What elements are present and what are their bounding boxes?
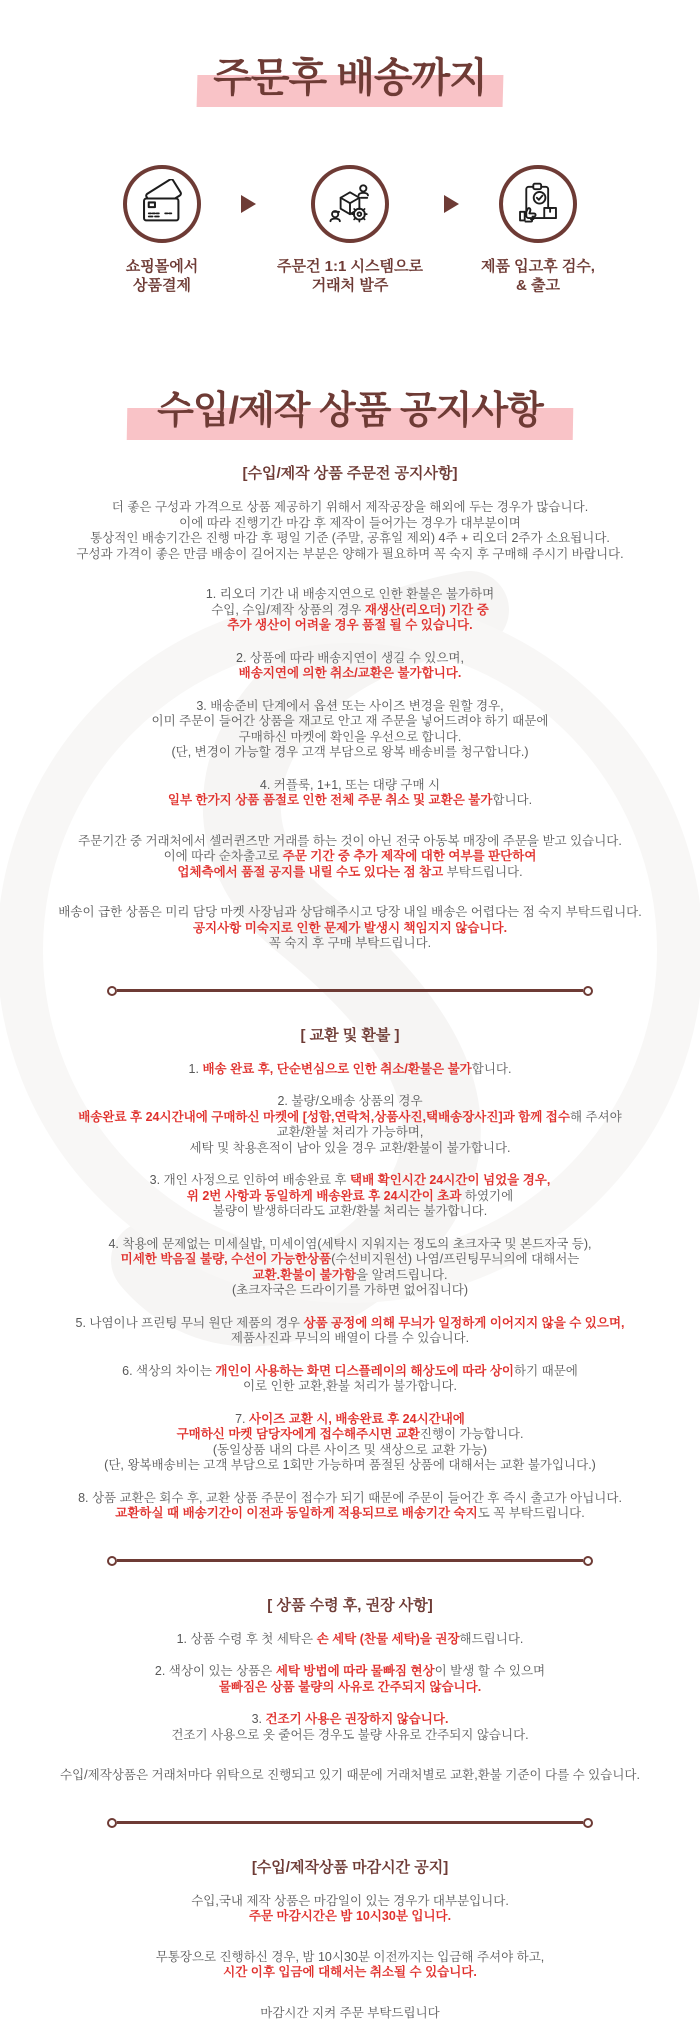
body-text: (동일상품 내의 다른 사이즈 및 색상으로 교환 가능) <box>212 1442 488 1457</box>
process-title-text: 주문후 배송까지 <box>213 46 487 103</box>
step-label-line: 주문건 1:1 시스템으로 <box>277 258 423 275</box>
notice-line <box>30 1443 670 1459</box>
process-step-inspection <box>459 165 617 295</box>
emphasis-text: 업체측에서 품절 공지를 내릴 수도 있다는 점 참고 <box>177 864 447 879</box>
body-text: 이에 따라 진행기간 마감 후 제작이 들어가는 경우가 대부분이며 <box>179 515 521 530</box>
body-text: 이에 따라 순차출고로 <box>163 849 283 863</box>
section-header: [ 상품 수령 후, 권장 사항] <box>267 1596 433 1614</box>
notice-line <box>30 587 670 603</box>
section-header: [수입/제작상품 마감시간 공지] <box>251 1858 449 1876</box>
emphasis-text: 교환하실 때 배송기간이 이전과 동일하게 적용되므로 배송기간 숙지 <box>115 1506 478 1520</box>
body-text: 2. 상품에 따라 배송지연이 생길 수 있으며, <box>236 650 464 665</box>
notice-paragraph <box>30 1173 670 1220</box>
notice-line <box>30 1680 670 1696</box>
notice-line <box>30 865 670 881</box>
notice-paragraph <box>30 1632 670 1648</box>
emphasis-text: 배송 완료 후, 단순변심으로 인한 취소/환불은 불가 <box>202 1061 472 1076</box>
notice-line <box>30 1173 670 1189</box>
step-label-line: 제품 입고후 검수, <box>481 258 595 275</box>
emphasis-text: 사이즈 교환 시, 배송완료 후 24시간내에 <box>249 1411 465 1426</box>
body-text: 을 알려드립니다. <box>356 1267 448 1282</box>
notice-line <box>30 714 670 730</box>
emphasis-text: 구매하신 마켓 담당자에게 접수해주시면 교환 <box>176 1427 420 1441</box>
divider-ring-icon <box>107 986 117 996</box>
notice-line <box>30 1491 670 1507</box>
emphasis-text: 택배 확인시간 24시간이 넘었을 경우, <box>350 1173 551 1187</box>
notice-paragraph <box>30 1062 670 1078</box>
notice-line <box>30 1712 670 1728</box>
notice-title <box>0 295 700 434</box>
emphasis-text: 주문 마감시간은 밤 10시30분 입니다. <box>248 1909 452 1923</box>
section-header: [수입/제작 상품 주문전 공지사항] <box>242 465 458 482</box>
notice-line <box>30 547 670 563</box>
emphasis-text: 추가 생산이 어려울 경우 품절 될 수 있습니다. <box>227 618 473 632</box>
body-text: 배송이 급한 상품은 미리 담당 마켓 사장님과 상담해주시고 당장 내일 배송은 어렵다는 점 숙지 부탁드립니다. <box>58 905 642 919</box>
notice-line <box>30 1268 670 1284</box>
body-text: 세탁 및 착용흔적이 남아 있을 경우 교환/환불이 불가합니다. <box>189 1140 511 1155</box>
notice-line <box>30 2006 670 2022</box>
notice-line <box>30 921 670 937</box>
notice-line <box>30 1728 670 1744</box>
emphasis-text: 위 2번 사항과 동일하게 배송완료 후 24시간이 초과 <box>186 1188 465 1203</box>
divider-ring-icon <box>107 1818 117 1828</box>
body-text: 이미 주문이 들어간 상품을 재고로 안고 재 주문을 넣어드려야 하기 때문에 <box>151 714 549 728</box>
process-step-order-system <box>256 165 444 295</box>
notice-line <box>30 618 670 634</box>
body-text: 5. 나염이나 프린팅 무늬 원단 제품의 경우 <box>75 1315 304 1330</box>
notice-paragraph <box>30 905 670 952</box>
notice-line <box>30 1427 670 1443</box>
body-text: 4. 착용에 문제없는 미세실밥, 미세이염(세탁시 지워지는 정도의 초크자국 및 본드자국 등), <box>108 1236 592 1251</box>
notice-line <box>30 1965 670 1981</box>
notice-line <box>30 905 670 921</box>
divider-ring-icon <box>583 1556 593 1566</box>
body-text: 해 주셔야 <box>569 1109 622 1124</box>
body-text: 합니다. <box>492 793 533 807</box>
notice-line <box>30 531 670 547</box>
step-label-line: 상품결제 <box>133 277 191 294</box>
notice-line <box>30 849 670 865</box>
body-text: 수입/제작상품은 거래처마다 위탁으로 진행되고 있기 때문에 거래처별로 교환,환불 기준이 다를 수 있습니다. <box>60 1768 640 1782</box>
notice-paragraph <box>30 699 670 761</box>
divider-line <box>117 989 583 992</box>
body-text: 꼭 숙지 후 구매 부탁드립니다. <box>268 936 432 950</box>
emphasis-text: 공지사항 미숙지로 인한 문제가 발생시 책임지지 않습니다. <box>192 920 508 935</box>
body-text: 3. 개인 사정으로 인하여 배송완료 후 <box>149 1173 350 1187</box>
emphasis-text: 배송완료 후 24시간내에 구매하신 마켓에 [성함,연락처,상품사진,택배송장사진]과 함께 접수 <box>78 1109 570 1124</box>
notice-line <box>30 1894 670 1910</box>
notice-title-text: 수입/제작 상품 공지사항 <box>157 379 543 434</box>
process-step-label <box>481 257 595 295</box>
process-steps-row <box>0 165 700 295</box>
body-text: 도 꼭 부탁드립니다. <box>477 1506 585 1520</box>
step-label-line: 쇼핑몰에서 <box>125 258 199 275</box>
notice-line <box>30 1950 670 1966</box>
notice-paragraph <box>30 1094 670 1156</box>
body-text: 1. 상품 수령 후 첫 세탁은 <box>176 1631 317 1646</box>
inspection-shipping-icon <box>499 165 577 243</box>
body-text: 주문기간 중 거래처에서 셀러퀸즈만 거래를 하는 것이 아닌 전국 아동복 매장에 주문을 받고 있습니다. <box>78 833 622 848</box>
notice-line <box>30 1632 670 1648</box>
notice-paragraph <box>30 1491 670 1522</box>
body-text: 부탁드립니다. <box>446 864 523 879</box>
process-title <box>0 0 700 103</box>
notice-line <box>30 1412 670 1428</box>
section-divider <box>107 1818 593 1828</box>
body-text: (초크자국은 드라이기를 가하면 없어집니다) <box>231 1283 469 1297</box>
divider-ring-icon <box>583 1818 593 1828</box>
notice-line <box>30 1379 670 1395</box>
body-text: (단, 변경이 가능할 경우 고객 부담으로 왕복 배송비를 청구합니다.) <box>171 745 529 759</box>
body-text: 제품사진과 무늬의 배열이 다를 수 있습니다. <box>230 1331 470 1345</box>
notice-line <box>30 1283 670 1299</box>
step-label-line: 거래처 발주 <box>311 277 389 294</box>
body-text: 통상적인 배송기간은 진행 마감 후 평일 기준 (주말, 공휴일 제외) 4주 + 리오더 2주가 소요됩니다. <box>90 531 610 545</box>
notice-paragraph <box>30 651 670 682</box>
notice-paragraph <box>30 1712 670 1743</box>
notice-line <box>30 1110 670 1126</box>
notice-line <box>30 1768 670 1784</box>
body-text: 6. 색상의 차이는 <box>122 1363 216 1378</box>
notice-paragraph <box>30 1412 670 1474</box>
body-text: 마감시간 지켜 주문 부탁드립니다 <box>260 2005 440 2020</box>
notice-paragraph <box>30 1364 670 1395</box>
body-text: 더 좋은 구성과 가격으로 상품 제공하기 위해서 제작공장을 해외에 두는 경우가 많습니다. <box>111 500 589 514</box>
notice-line <box>30 1237 670 1253</box>
emphasis-text: 상품 공정에 의해 무늬가 일정하게 이어지지 않을 수 있으며, <box>303 1315 625 1330</box>
emphasis-text: 교환.환불이 불가함 <box>252 1267 357 1282</box>
order-system-icon <box>311 165 389 243</box>
body-text: 이 발생 할 수 있으며 <box>434 1664 546 1678</box>
process-step-label <box>277 257 423 295</box>
notice-line <box>30 834 670 850</box>
emphasis-text: 주문 기간 중 추가 제작에 대한 여부를 판단하여 <box>282 849 537 863</box>
section-divider <box>107 986 593 996</box>
body-text: 수입, 수입/제작 상품의 경우 <box>211 602 365 617</box>
notice-paragraph <box>30 778 670 809</box>
notice-line <box>30 1664 670 1680</box>
notice-line <box>30 1331 670 1347</box>
divider-ring-icon <box>107 1556 117 1566</box>
emphasis-text: 물빠짐은 상품 불량의 사유로 간주되지 않습니다. <box>218 1679 482 1694</box>
notice-sections <box>0 462 700 2021</box>
body-text: 3. 배송준비 단계에서 옵션 또는 사이즈 변경을 원할 경우, <box>196 698 504 713</box>
body-text: 1. <box>188 1061 203 1076</box>
notice-line <box>30 1062 670 1078</box>
notice-paragraph <box>30 587 670 634</box>
emphasis-text: 재생산(리오더) 기간 중 <box>364 602 489 617</box>
notice-paragraph <box>30 1768 670 1784</box>
notice-line <box>30 699 670 715</box>
section-divider <box>107 1556 593 1566</box>
divider-ring-icon <box>583 986 593 996</box>
notice-line <box>30 1189 670 1205</box>
notice-line <box>30 1316 670 1332</box>
notice-paragraph <box>30 1316 670 1347</box>
body-text: 하기 때문에 <box>514 1363 578 1378</box>
notice-line <box>30 936 670 952</box>
notice-paragraph <box>30 1664 670 1695</box>
notice-line <box>30 666 670 682</box>
body-text: 4. 커플룩, 1+1, 또는 대량 구매 시 <box>259 777 441 792</box>
notice-line <box>30 603 670 619</box>
body-text: 불량이 발생하더라도 교환/환불 처리는 불가합니다. <box>212 1204 488 1218</box>
body-text: 3. <box>251 1712 266 1726</box>
notice-paragraph <box>30 1237 670 1299</box>
body-text: 7. <box>235 1411 250 1426</box>
emphasis-text: 개인이 사용하는 화면 디스플레이의 해상도에 따라 상이 <box>215 1363 514 1378</box>
emphasis-text: 건조기 사용은 권장하지 않습니다. <box>265 1712 449 1726</box>
notice-line <box>30 1506 670 1522</box>
notice-paragraph <box>30 834 670 881</box>
process-step-label <box>126 257 198 295</box>
arrow-right-icon <box>444 195 459 213</box>
divider-line <box>117 1821 583 1824</box>
section-header: [ 교환 및 환불 ] <box>300 1026 400 1044</box>
notice-line <box>30 1094 670 1110</box>
notice-paragraph <box>30 2006 670 2022</box>
notice-paragraph <box>30 500 670 562</box>
notice-line <box>30 1141 670 1157</box>
notice-paragraph <box>30 1894 670 1925</box>
body-text: 하였기에 <box>464 1188 514 1203</box>
emphasis-text: 배송지연에 의한 취소/교환은 불가합니다. <box>238 666 462 680</box>
body-text: 2. 불량/오배송 상품의 경우 <box>277 1094 423 1108</box>
body-text: (수선비지원선) 나염/프린팅무늬의에 대해서는 <box>331 1252 580 1266</box>
notice-line <box>30 778 670 794</box>
body-text: 구매하신 마켓에 확인을 우선으로 합니다. <box>238 729 462 744</box>
body-text: 진행이 가능합니다. <box>419 1427 524 1441</box>
body-text: 건조기 사용으로 옷 줄어든 경우도 불량 사유로 간주되지 않습니다. <box>171 1727 529 1742</box>
emphasis-text: 시간 이후 입금에 대해서는 취소될 수 있습니다. <box>223 1965 477 1979</box>
body-text: 무통장으로 진행하신 경우, 밤 10시30분 이전까지는 입금해 주셔야 하고, <box>155 1949 545 1964</box>
notice-line <box>30 1252 670 1268</box>
body-text: 8. 상품 교환은 회수 후, 교환 상품 주문이 접수가 되기 때문에 주문이 들어간 후 즉시 출고가 아닙니다. <box>78 1490 622 1505</box>
process-step-payment <box>83 165 241 295</box>
emphasis-text: 세탁 방법에 따라 물빠짐 현상 <box>275 1664 435 1678</box>
notice-line <box>30 730 670 746</box>
body-text: 교환/환불 처리가 가능하며, <box>276 1125 424 1139</box>
credit-card-icon <box>123 165 201 243</box>
body-text: 합니다. <box>471 1061 512 1076</box>
notice-line <box>30 1204 670 1220</box>
body-text: 구성과 가격이 좋은 만큼 배송이 길어지는 부분은 양해가 필요하며 꼭 숙지 후 구매해 주시기 바랍니다. <box>76 546 624 561</box>
emphasis-text: 일부 한가지 상품 품절로 인한 전체 주문 취소 및 교환은 불가 <box>167 793 493 807</box>
notice-line <box>30 516 670 532</box>
notice-line <box>30 1909 670 1925</box>
notice-line <box>30 500 670 516</box>
arrow-right-icon <box>241 195 256 213</box>
notice-paragraph <box>30 1950 670 1981</box>
emphasis-text: 손 세탁 (찬물 세탁)을 권장 <box>316 1631 460 1646</box>
notice-line <box>30 1458 670 1474</box>
notice-line <box>30 793 670 809</box>
emphasis-text: 미세한 박음질 불량, 수선이 가능한상품 <box>120 1252 332 1266</box>
body-text: 이로 인한 교환,환불 처리가 불가합니다. <box>242 1379 458 1393</box>
body-text: 수입,국내 제작 상품은 마감일이 있는 경우가 대부분입니다. <box>191 1893 509 1908</box>
notice-line <box>30 1125 670 1141</box>
divider-line <box>117 1559 583 1562</box>
step-label-line: & 출고 <box>516 277 560 294</box>
body-text: 1. 리오더 기간 내 배송지연으로 인한 환불은 불가하며 <box>205 587 495 601</box>
notice-line <box>30 745 670 761</box>
notice-line <box>30 1364 670 1380</box>
body-text: 해드립니다. <box>459 1631 524 1646</box>
body-text: (단, 왕복배송비는 고객 부담으로 1회만 가능하며 품절된 상품에 대해서는 교환 불가입니다.) <box>104 1458 596 1472</box>
body-text: 2. 색상이 있는 상품은 <box>154 1664 276 1678</box>
notice-line <box>30 651 670 667</box>
